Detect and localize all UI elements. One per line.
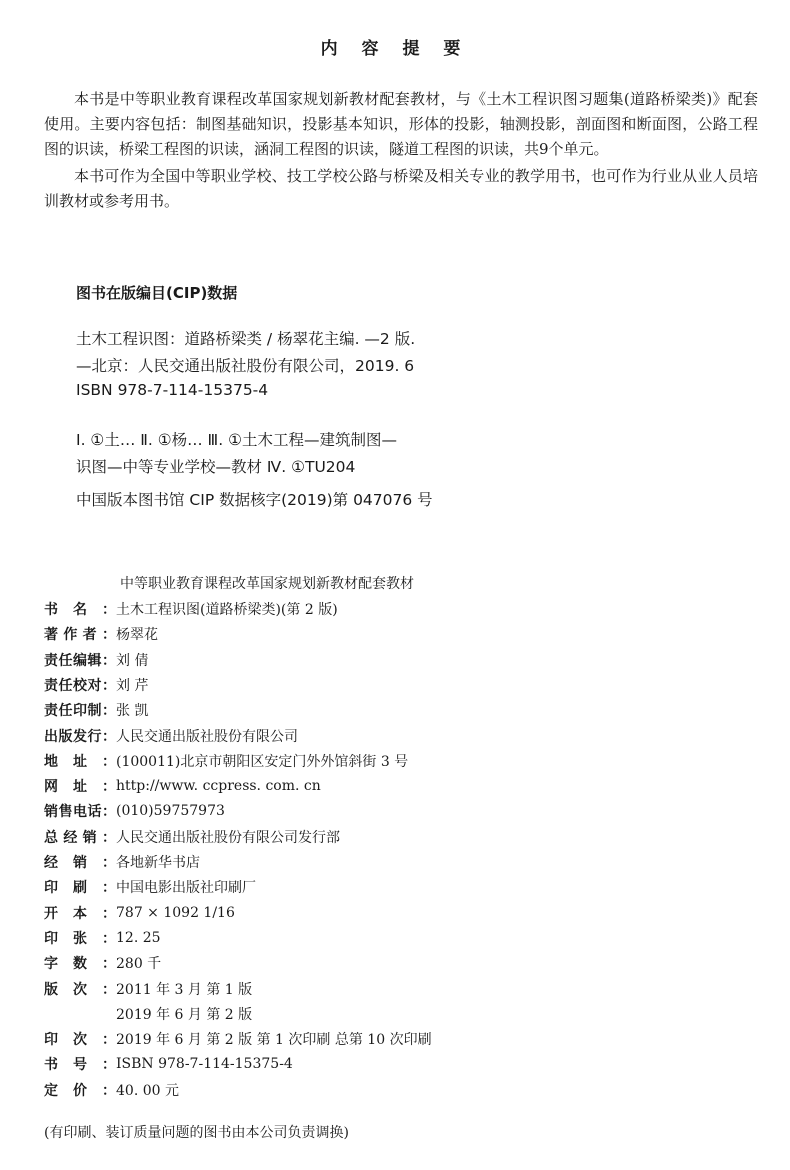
colophon-value: 刘 倩 [116, 652, 149, 669]
colophon-row [44, 698, 148, 722]
colophon-label: 版 次 ： [44, 981, 116, 998]
colophon-value: 2011 年 3 月 第 1 版 [116, 981, 253, 998]
colophon-label: 印 次 ： [44, 1032, 116, 1049]
colophon-row [44, 825, 340, 849]
colophon-row [44, 774, 321, 798]
cip-classification-line-2: 识图—中等专业学校—教材 Ⅳ. ①TU204 [76, 458, 356, 476]
colophon-row [44, 799, 225, 823]
cip-heading: 图书在版编目(CIP)数据 [76, 284, 238, 302]
colophon-value: 2019 年 6 月 第 2 版 [116, 1006, 253, 1023]
colophon-label: 书 号 ： [44, 1057, 116, 1074]
colophon-label: 开 本 ： [44, 905, 116, 922]
colophon-value: 土木工程识图(道路桥梁类)(第 2 版) [116, 602, 338, 618]
colophon-value: 杨翠花 [116, 627, 158, 644]
colophon-value: 人民交通出版社股份有限公司发行部 [116, 829, 340, 846]
colophon-label: 总 经 销 ： [44, 829, 116, 846]
colophon-value: 刘 芹 [116, 677, 149, 694]
colophon-row [44, 901, 235, 925]
cip-record-number: 中国版本图书馆 CIP 数据核字(2019)第 047076 号 [76, 491, 433, 509]
colophon-value: 40. 00 元 [116, 1082, 179, 1099]
colophon-value: 2019 年 6 月 第 2 版 第 1 次印刷 总第 10 次印刷 [116, 1032, 432, 1049]
colophon-label: 著 作 者 ： [44, 627, 116, 644]
colophon-value: 人民交通出版社股份有限公司 [116, 728, 298, 745]
cip-isbn-line: ISBN 978-7-114-15375-4 [76, 381, 269, 399]
colophon-row [44, 1002, 252, 1026]
colophon-row [44, 977, 252, 1001]
colophon-label: 字 数 ： [44, 956, 116, 973]
colophon-value: 中国电影出版社印刷厂 [116, 880, 256, 897]
colophon-value: (100011)北京市朝阳区安定门外外馆斜街 3 号 [116, 753, 409, 770]
colophon-value: (010)59757973 [116, 803, 225, 820]
colophon-row [44, 1052, 293, 1076]
colophon-row [44, 1027, 432, 1051]
colophon-value: 12. 25 [116, 929, 161, 946]
colophon-label: 出 版 发 行 ： [44, 728, 116, 745]
colophon-label: 责 任 印 制 ： [44, 703, 116, 720]
colophon-value: 280 千 [116, 956, 162, 973]
cip-title-line: 土木工程识图：道路桥梁类 / 杨翠花主编. —2 版. [76, 330, 416, 348]
colophon-label: 责 任 校 对 ： [44, 677, 116, 694]
colophon-value: ISBN 978-7-114-15375-4 [116, 1056, 293, 1073]
cip-publisher-line: —北京：人民交通出版社股份有限公司，2019. 6 [76, 357, 415, 375]
colophon-label: 地 址 ： [44, 753, 116, 770]
summary-paragraph-2: 本书可作为全国中等职业学校、技工学校公路与桥梁及相关专业的教学用书，也可作为行业从业人员培训教材或参考用书。 [44, 167, 758, 210]
colophon-label: 网 址 ： [44, 779, 116, 796]
summary-title: 内 容 提 要 [320, 39, 470, 59]
colophon-row [44, 875, 256, 899]
colophon-row [44, 673, 148, 697]
colophon-label: 销 售 电 话 ： [44, 804, 116, 821]
cip-classification-line-1: Ⅰ. ①土… Ⅱ. ①杨… Ⅲ. ①土木工程—建筑制图— [76, 431, 397, 449]
colophon-label: 定 价 ： [44, 1082, 116, 1099]
colophon-row [44, 850, 200, 874]
colophon-value: http://www. ccpress. com. cn [116, 778, 321, 795]
colophon-row [44, 597, 338, 621]
colophon-label: 印 刷 ： [44, 880, 116, 897]
quality-note: (有印刷、装订质量问题的图书由本公司负责调换) [44, 1125, 349, 1141]
colophon-label: 印 张 ： [44, 930, 116, 947]
series-name: 中等职业教育课程改革国家规划新教材配套教材 [120, 576, 414, 592]
colophon-value: 各地新华书店 [116, 855, 200, 871]
colophon-label: 书 名 ： [44, 602, 116, 618]
colophon-value: 张 凯 [116, 703, 149, 720]
colophon-row [44, 926, 161, 950]
colophon-row [44, 951, 161, 975]
colophon-row [44, 1078, 179, 1102]
colophon-label: 责 任 编 辑 ： [44, 652, 116, 669]
colophon-row [44, 724, 298, 748]
colophon-row [44, 648, 148, 672]
colophon-row [44, 622, 158, 646]
colophon-label: 经 销 ： [44, 855, 116, 871]
summary-paragraph-1: 本书是中等职业教育课程改革国家规划新教材配套教材，与《土木工程识图习题集(道路桥梁类)》配套使用。主要内容包括：制图基础知识，投影基本知识，形体的投影，轴测投影，剖面图和断面图，公路工程图的识读，桥梁工程图的识读，涵洞工程图的识读，隧道工程图的识读，共9个单元。 [44, 90, 758, 158]
colophon-value: 787 × 1092 1/16 [116, 904, 235, 921]
colophon-row [44, 749, 408, 773]
